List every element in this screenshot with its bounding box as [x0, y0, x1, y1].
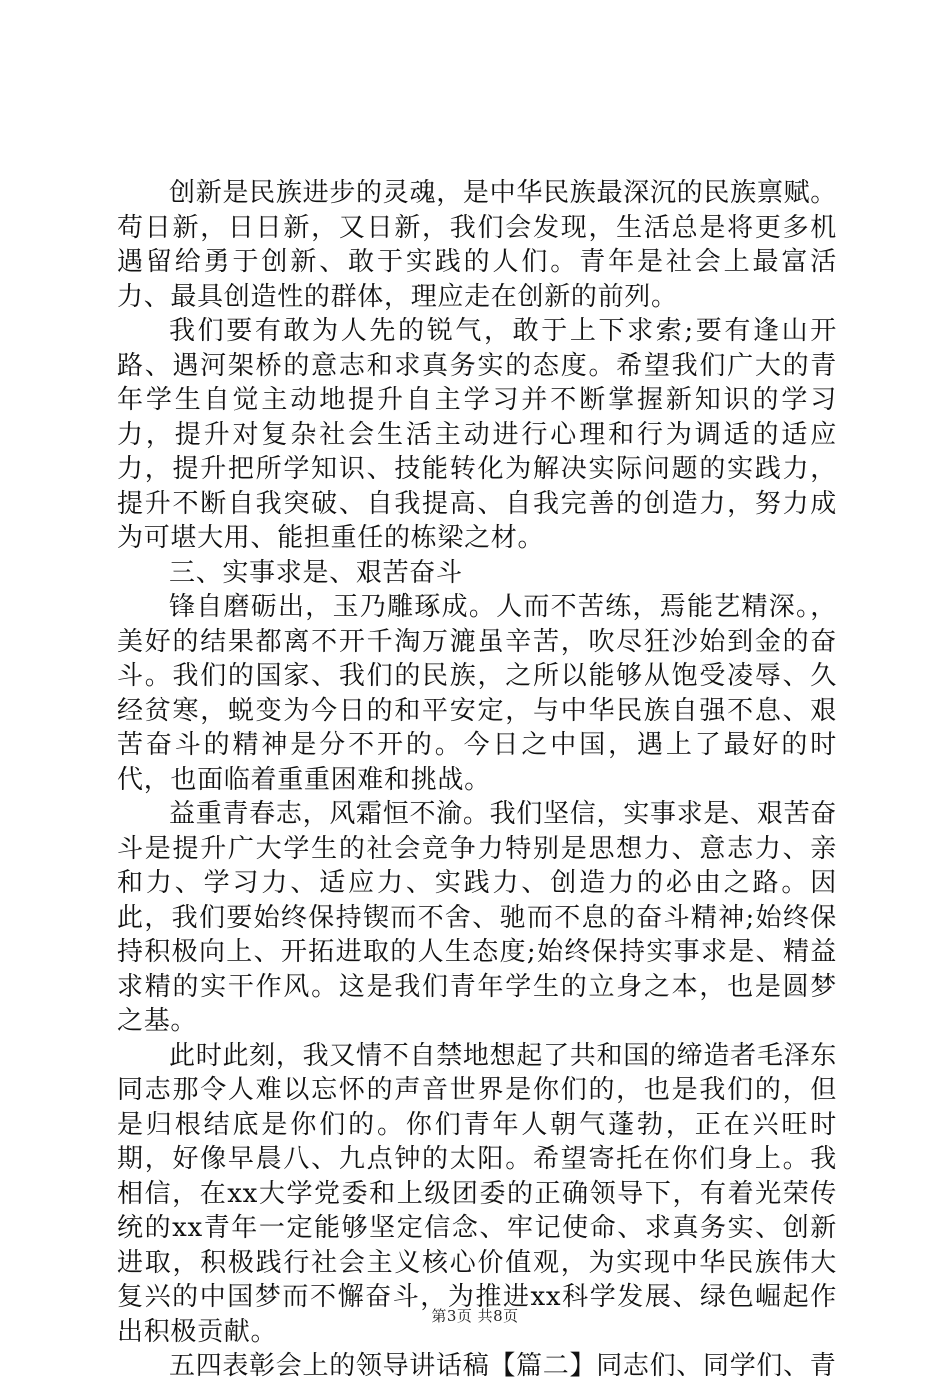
page-number-label: 第3页 共8页	[431, 1307, 519, 1325]
paragraph-quote: 此时此刻，我又情不自禁地想起了共和国的缔造者毛泽东同志那令人难以忘怀的声音世界是你们的，也是我们的，但是归根结底是你们的。你们青年人朝气蓬勃，正在兴旺时期，好像早晨八、九点钟的太阳。希望寄托在你们身上。我相信，在xx大学党委和上级团委的正确领导下，有着光荣传统的xx青年一定能够坚定信念、牢记使命、求真务实、创新进取，积极践行社会主义核心价值观，为实现中华民族伟大复兴的中国梦而不懈奋斗，为推进xx科学发展、绿色崛起作出积极贡献。	[117, 1040, 837, 1347]
page-footer	[0, 1306, 950, 1326]
paragraph-innovation: 创新是民族进步的灵魂，是中华民族最深沉的民族禀赋。苟日新，日日新，又日新，我们会发现，生活总是将更多机遇留给勇于创新、敢于实践的人们。青年是社会上最富活力、最具创造性的群体，理应走在创新的前列。	[117, 178, 837, 312]
paragraph-youth-will: 益重青春志，风霜恒不渝。我们坚信，实事求是、艰苦奋斗是提升广大学生的社会竞争力特别是思想力、意志力、亲和力、学习力、适应力、实践力、创造力的必由之路。因此，我们要始终保持锲而不舍、驰而不息的奋斗精神;始终保持积极向上、开拓进取的人生态度;始终保持实事求是、精益求精的实干作风。这是我们青年学生的立身之本，也是圆梦之基。	[117, 799, 837, 1036]
paragraph-hard-work: 锋自磨砺出，玉乃雕琢成。人而不苦练，焉能艺精深。，美好的结果都离不开千淘万漉虽辛苦，吹尽狂沙始到金的奋斗。我们的国家、我们的民族，之所以能够从饱受凌辱、久经贫寒，蜕变为今日的和平安定，与中华民族自强不息、艰苦奋斗的精神是分不开的。今日之中国，遇上了最好的时代，也面临着重重困难和挑战。	[117, 592, 837, 795]
paragraph-courage: 我们要有敢为人先的锐气，敢于上下求索;要有逢山开路、遇河架桥的意志和求真务实的态度。希望我们广大的青年学生自觉主动地提升自主学习并不断掌握新知识的学习力，提升对复杂社会生活主动进行心理和行为调适的适应力，提升把所学知识、技能转化为解决实际问题的实践力，提升不断自我突破、自我提高、自我完善的创造力，努力成为可堪大用、能担重任的栋梁之材。	[117, 316, 837, 553]
section-heading: 三、实事求是、艰苦奋斗	[169, 557, 463, 588]
document-body	[117, 176, 837, 1384]
paragraph-next-section: 五四表彰会上的领导讲话稿【篇二】同志们、同学们、青	[169, 1351, 837, 1381]
